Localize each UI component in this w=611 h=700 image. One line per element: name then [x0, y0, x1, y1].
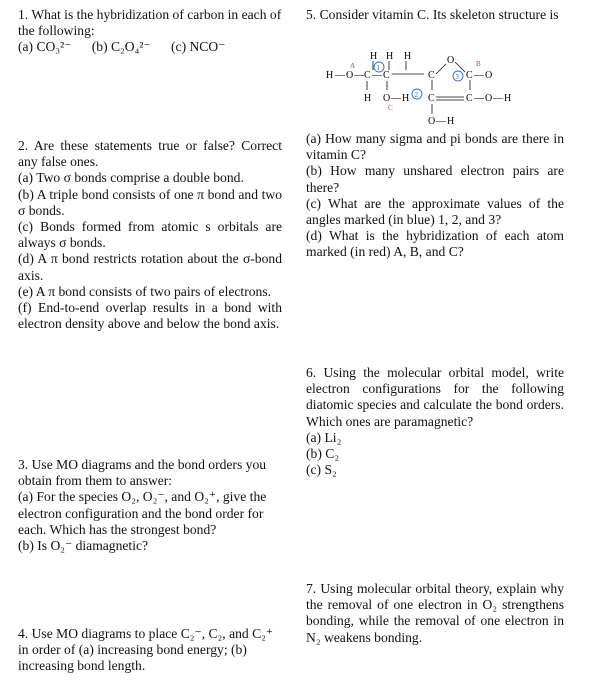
question-3 [18, 457, 282, 554]
q7-stem: 7. Using molecular orbital theory, explain why the removal of one electron in O₂ strengthens bonding, while the removal of one electron in N₂ weakens bonding. [306, 581, 564, 645]
atom-h: H [326, 70, 334, 81]
bond: — [354, 70, 364, 81]
q5-item: (d) What is the hybridization of each atom marked (in red) A, B, and C? [306, 228, 564, 260]
atom-label-a: A [350, 62, 356, 70]
q5-stem: 5. Consider vitamin C. Its skeleton structure is [306, 7, 559, 22]
angle-label-1: 1 [376, 64, 380, 72]
atom-h: H [364, 93, 372, 104]
question-6 [306, 365, 564, 478]
atom-o: O [428, 116, 436, 127]
atom-c: C [428, 70, 435, 81]
atom-c: C [428, 93, 435, 104]
q5-item: (a) How many sigma and pi bonds are there in vitamin C? [306, 131, 564, 163]
q6-item: (b) C₂ [306, 446, 340, 462]
bond: — [474, 93, 484, 104]
question-5-header [306, 7, 564, 23]
q2-item: (d) A π bond restricts rotation about the σ-bond axis. [18, 251, 282, 283]
q3-stem: 3. Use MO diagrams and the bond orders you obtain from them to answer: [18, 457, 267, 489]
question-7 [306, 581, 564, 646]
q2-item: (c) Bonds formed from atomic s orbitals are always σ bonds. [18, 219, 282, 251]
atom-o: O [447, 55, 455, 66]
atom-h: H [370, 51, 378, 62]
question-4 [18, 626, 282, 675]
atom-o: O [485, 70, 493, 81]
bond: — [474, 70, 484, 81]
q2-item: (b) A triple bond consists of one π bond and two σ bonds. [18, 186, 282, 218]
q5-item: (b) How many unshared electron pairs are there? [306, 163, 564, 195]
atom-label-b: B [476, 60, 481, 68]
atom-c: C [466, 93, 473, 104]
bond: — [493, 93, 503, 104]
q2-item: (e) A π bond consists of two pairs of electrons. [18, 283, 272, 299]
atom-o: O [346, 70, 354, 81]
q5-item: (c) What are the approximate values of the angles marked (in blue) 1, 2, and 3? [306, 195, 564, 228]
q1-options: (a) CO₃²⁻ (b) C₂O₄²⁻ (c) NCO⁻ [18, 39, 226, 55]
q6-stem: 6. Using the molecular orbital model, write electron configurations for the following diatomic species and calculate the bond orders. Which ones are paramagnetic? [306, 365, 564, 429]
atom-h: H [386, 51, 394, 62]
atom-c: C [466, 70, 473, 81]
q6-item: (c) S₂ [306, 462, 337, 478]
q4-stem: 4. Use MO diagrams to place C₂⁻, C₂, and C₂⁺ in order of (a) increasing bond energy; (b) increasing bond length. [18, 626, 274, 674]
question-2 [18, 138, 282, 332]
question-5-parts [306, 131, 564, 261]
atom-h: H [447, 116, 455, 127]
atom-label-c: C [388, 104, 393, 112]
bond: — [391, 93, 401, 104]
atom-o: O [383, 93, 391, 104]
atom-h: H [404, 51, 412, 62]
atom-h: H [402, 93, 410, 104]
angle-label-2: 2 [414, 91, 418, 99]
angle-label-3: 3 [455, 73, 459, 81]
q3-item: (a) For the species O₂, O₂⁻, and O₂⁺, give the electron configuration and the bond order for each. Which has the strongest bond? [18, 489, 267, 537]
bond: — [372, 70, 382, 81]
question-1 [18, 7, 282, 56]
atom-o: O [485, 93, 493, 104]
atom-c: C [364, 70, 371, 81]
q2-item: (a) Two σ bonds comprise a double bond. [18, 170, 244, 186]
bond: — [335, 70, 345, 81]
q2-item: (f) End-to-end overlap results in a bond with electron density above and below the bond axis. [18, 300, 282, 332]
q2-stem: 2. Are these statements true or false? Correct any false ones. [18, 138, 282, 170]
vitamin-c-structure [306, 46, 564, 130]
q1-stem: 1. What is the hybridization of carbon in each of the following: [18, 7, 282, 39]
atom-h: H [504, 93, 512, 104]
atom-c: C [383, 70, 390, 81]
q3-item: (b) Is O₂⁻ diamagnetic? [18, 538, 149, 554]
q6-item: (a) Li₂ [306, 429, 342, 445]
bond: — [436, 116, 446, 127]
